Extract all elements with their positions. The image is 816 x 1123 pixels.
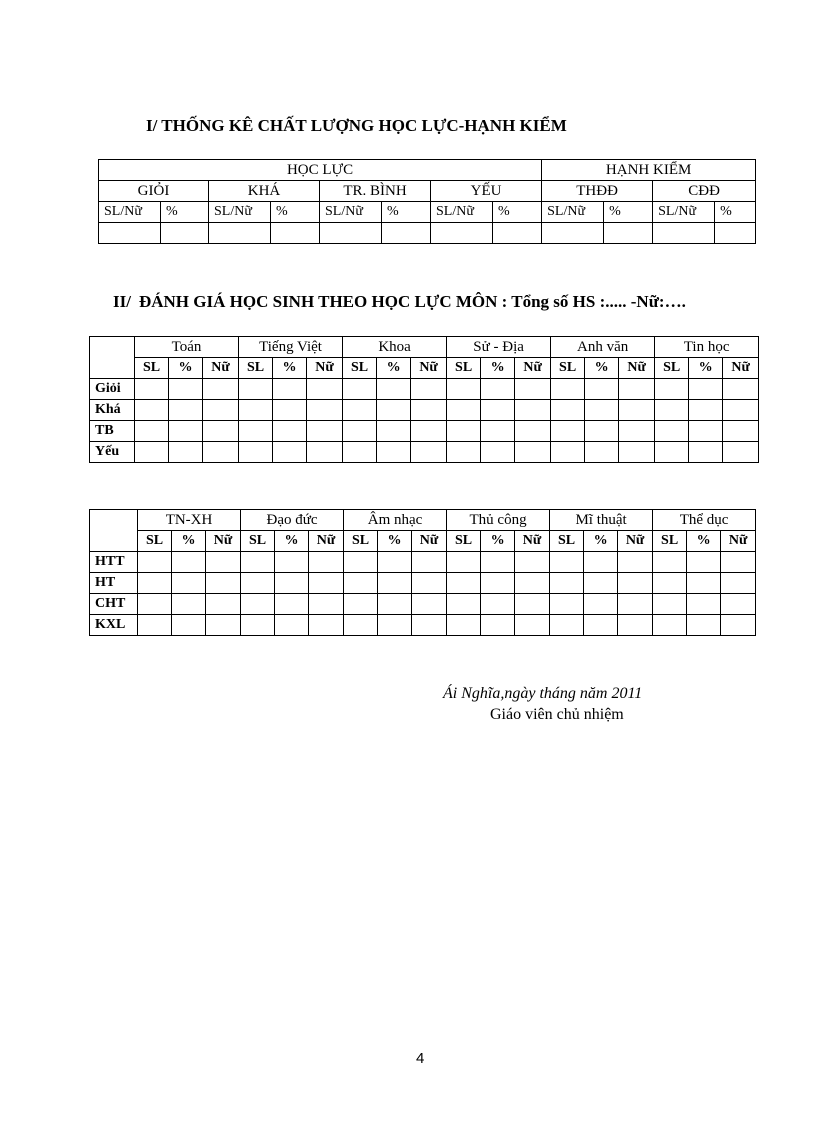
- data-cell[interactable]: [584, 615, 618, 636]
- data-cell[interactable]: [344, 615, 378, 636]
- data-cell[interactable]: [653, 594, 687, 615]
- col-header-sl: SL: [655, 358, 689, 379]
- sub-header-pct: %: [161, 202, 209, 223]
- data-cell[interactable]: [655, 379, 689, 400]
- sub-header-sl: SL/Nữ: [99, 202, 161, 223]
- col-header-nu: Nữ: [723, 358, 759, 379]
- data-cell[interactable]: [343, 442, 377, 463]
- row-label: Giỏi: [90, 379, 135, 400]
- col-header-pct: %: [273, 358, 307, 379]
- corner-cell: [90, 337, 135, 379]
- data-cell[interactable]: [447, 552, 481, 573]
- data-cell[interactable]: [515, 594, 550, 615]
- data-cell[interactable]: [307, 379, 343, 400]
- table-row: [99, 223, 756, 244]
- data-cell[interactable]: [655, 421, 689, 442]
- page-number: 4: [416, 1050, 425, 1067]
- col-header-nu: Nữ: [412, 531, 447, 552]
- col-header-pct: %: [377, 358, 411, 379]
- data-cell[interactable]: [721, 573, 756, 594]
- data-cell[interactable]: [618, 552, 653, 573]
- col-header-nu: Nữ: [309, 531, 344, 552]
- data-cell[interactable]: [550, 552, 584, 573]
- data-cell[interactable]: [447, 615, 481, 636]
- data-cell[interactable]: [307, 400, 343, 421]
- data-cell[interactable]: [687, 573, 721, 594]
- data-cell[interactable]: [307, 421, 343, 442]
- data-cell[interactable]: [584, 594, 618, 615]
- data-cell[interactable]: [481, 594, 515, 615]
- data-cell[interactable]: [687, 594, 721, 615]
- data-cell[interactable]: [412, 594, 447, 615]
- data-cell[interactable]: [551, 442, 585, 463]
- data-cell[interactable]: [618, 594, 653, 615]
- data-cell[interactable]: [239, 442, 273, 463]
- data-cell[interactable]: [653, 223, 715, 244]
- data-cell[interactable]: [241, 552, 275, 573]
- table-row: [90, 552, 756, 573]
- sub-header-pct: %: [382, 202, 431, 223]
- data-cell[interactable]: [585, 400, 619, 421]
- category-header: CĐĐ: [653, 181, 756, 202]
- data-cell[interactable]: [209, 223, 271, 244]
- data-cell[interactable]: [481, 442, 515, 463]
- data-cell[interactable]: [481, 379, 515, 400]
- data-cell[interactable]: [604, 223, 653, 244]
- data-cell[interactable]: [551, 400, 585, 421]
- data-cell[interactable]: [203, 400, 239, 421]
- data-cell[interactable]: [412, 573, 447, 594]
- subject-header: Thể dục: [653, 510, 756, 531]
- table-row: [90, 421, 759, 442]
- data-cell[interactable]: [411, 379, 447, 400]
- data-cell[interactable]: [138, 615, 172, 636]
- data-cell[interactable]: [275, 552, 309, 573]
- data-cell[interactable]: [515, 379, 551, 400]
- subject-header: Anh văn: [551, 337, 655, 358]
- data-cell[interactable]: [241, 594, 275, 615]
- col-header-sl: SL: [447, 531, 481, 552]
- subject-header: Toán: [135, 337, 239, 358]
- data-cell[interactable]: [515, 421, 551, 442]
- data-cell[interactable]: [653, 573, 687, 594]
- data-cell[interactable]: [273, 400, 307, 421]
- data-cell[interactable]: [411, 442, 447, 463]
- subject-header: Sử - Địa: [447, 337, 551, 358]
- data-cell[interactable]: [320, 223, 382, 244]
- data-cell[interactable]: [585, 421, 619, 442]
- data-cell[interactable]: [618, 573, 653, 594]
- col-header-nu: Nữ: [721, 531, 756, 552]
- data-cell[interactable]: [138, 573, 172, 594]
- data-cell[interactable]: [431, 223, 493, 244]
- col-header-sl: SL: [343, 358, 377, 379]
- col-header-pct: %: [584, 531, 618, 552]
- data-cell[interactable]: [447, 421, 481, 442]
- col-header-pct: %: [378, 531, 412, 552]
- data-cell[interactable]: [378, 615, 412, 636]
- col-header-sl: SL: [138, 531, 172, 552]
- col-header-pct: %: [585, 358, 619, 379]
- data-cell[interactable]: [619, 421, 655, 442]
- row-label: HT: [90, 573, 138, 594]
- data-cell[interactable]: [275, 615, 309, 636]
- table-row: [90, 615, 756, 636]
- data-cell[interactable]: [169, 442, 203, 463]
- col-header-nu: Nữ: [618, 531, 653, 552]
- col-header-nu: Nữ: [515, 531, 550, 552]
- signature-role: Giáo viên chủ nhiệm: [490, 706, 624, 723]
- data-cell[interactable]: [689, 379, 723, 400]
- corner-cell: [90, 510, 138, 552]
- data-cell[interactable]: [382, 223, 431, 244]
- subject-header: Khoa: [343, 337, 447, 358]
- data-cell[interactable]: [515, 573, 550, 594]
- data-cell[interactable]: [239, 421, 273, 442]
- data-cell[interactable]: [273, 379, 307, 400]
- data-cell[interactable]: [515, 442, 551, 463]
- data-cell[interactable]: [343, 400, 377, 421]
- data-cell[interactable]: [723, 442, 759, 463]
- data-cell[interactable]: [135, 379, 169, 400]
- data-cell[interactable]: [550, 573, 584, 594]
- data-cell[interactable]: [551, 379, 585, 400]
- data-cell[interactable]: [585, 379, 619, 400]
- data-cell[interactable]: [585, 442, 619, 463]
- sub-header-sl: SL/Nữ: [209, 202, 271, 223]
- col-header-pct: %: [169, 358, 203, 379]
- subject-header: TN-XH: [138, 510, 241, 531]
- subject-header: Đạo đức: [241, 510, 344, 531]
- data-cell[interactable]: [515, 615, 550, 636]
- col-header-sl: SL: [239, 358, 273, 379]
- subject-assessment-table: [89, 509, 756, 636]
- col-header-pct: %: [275, 531, 309, 552]
- data-cell[interactable]: [377, 400, 411, 421]
- section2-title-text: ĐÁNH GIÁ HỌC SINH THEO HỌC LỰC MÔN : Tổng số HS :..... -Nữ:….: [138, 292, 686, 311]
- subject-header: Thủ công: [447, 510, 550, 531]
- col-header-sl: SL: [344, 531, 378, 552]
- data-cell[interactable]: [411, 421, 447, 442]
- data-cell[interactable]: [172, 615, 206, 636]
- data-cell[interactable]: [271, 223, 320, 244]
- data-cell[interactable]: [203, 421, 239, 442]
- table-row: [90, 594, 756, 615]
- col-header-pct: %: [481, 531, 515, 552]
- category-header: TR. BÌNH: [320, 181, 431, 202]
- data-cell[interactable]: [309, 615, 344, 636]
- category-header: THĐĐ: [542, 181, 653, 202]
- subject-header: Âm nhạc: [344, 510, 447, 531]
- subject-header: Tin học: [655, 337, 759, 358]
- group-hanh-kiem: HẠNH KIỂM: [542, 160, 756, 181]
- data-cell[interactable]: [273, 421, 307, 442]
- data-cell[interactable]: [273, 442, 307, 463]
- data-cell[interactable]: [206, 573, 241, 594]
- col-header-sl: SL: [550, 531, 584, 552]
- data-cell[interactable]: [377, 442, 411, 463]
- data-cell[interactable]: [378, 573, 412, 594]
- data-cell[interactable]: [343, 421, 377, 442]
- data-cell[interactable]: [447, 573, 481, 594]
- col-header-sl: SL: [447, 358, 481, 379]
- sub-header-pct: %: [271, 202, 320, 223]
- data-cell[interactable]: [655, 442, 689, 463]
- col-header-nu: Nữ: [307, 358, 343, 379]
- data-cell[interactable]: [447, 594, 481, 615]
- data-cell[interactable]: [447, 400, 481, 421]
- data-cell[interactable]: [206, 594, 241, 615]
- data-cell[interactable]: [723, 379, 759, 400]
- data-cell[interactable]: [309, 573, 344, 594]
- sub-header-pct: %: [715, 202, 756, 223]
- col-header-pct: %: [687, 531, 721, 552]
- row-label: Khá: [90, 400, 135, 421]
- data-cell[interactable]: [203, 442, 239, 463]
- subject-header: Mĩ thuật: [550, 510, 653, 531]
- data-cell[interactable]: [481, 615, 515, 636]
- data-cell[interactable]: [689, 442, 723, 463]
- data-cell[interactable]: [275, 594, 309, 615]
- data-cell[interactable]: [161, 223, 209, 244]
- col-header-pct: %: [481, 358, 515, 379]
- sub-header-pct: %: [604, 202, 653, 223]
- data-cell[interactable]: [241, 573, 275, 594]
- data-cell[interactable]: [344, 552, 378, 573]
- data-cell[interactable]: [239, 379, 273, 400]
- subject-evaluation-table: [89, 336, 759, 463]
- data-cell[interactable]: [203, 379, 239, 400]
- data-cell[interactable]: [344, 573, 378, 594]
- data-cell[interactable]: [481, 421, 515, 442]
- data-cell[interactable]: [172, 552, 206, 573]
- data-cell[interactable]: [412, 615, 447, 636]
- data-cell[interactable]: [687, 615, 721, 636]
- data-cell[interactable]: [619, 400, 655, 421]
- data-cell[interactable]: [138, 552, 172, 573]
- row-label: Yếu: [90, 442, 135, 463]
- col-header-nu: Nữ: [203, 358, 239, 379]
- group-hoc-luc: HỌC LỰC: [99, 160, 542, 181]
- data-cell[interactable]: [550, 594, 584, 615]
- data-cell[interactable]: [619, 442, 655, 463]
- data-cell[interactable]: [411, 400, 447, 421]
- data-cell[interactable]: [447, 442, 481, 463]
- data-cell[interactable]: [550, 615, 584, 636]
- col-header-pct: %: [172, 531, 206, 552]
- data-cell[interactable]: [493, 223, 542, 244]
- data-cell[interactable]: [169, 421, 203, 442]
- subject-header: Tiếng Việt: [239, 337, 343, 358]
- data-cell[interactable]: [172, 594, 206, 615]
- conduct-statistics-table: [98, 159, 756, 244]
- col-header-sl: SL: [551, 358, 585, 379]
- sub-header-pct: %: [493, 202, 542, 223]
- col-header-nu: Nữ: [206, 531, 241, 552]
- data-cell[interactable]: [344, 594, 378, 615]
- data-cell[interactable]: [377, 421, 411, 442]
- data-cell[interactable]: [241, 615, 275, 636]
- category-header: GIỎI: [99, 181, 209, 202]
- category-header: KHÁ: [209, 181, 320, 202]
- data-cell[interactable]: [653, 615, 687, 636]
- data-cell[interactable]: [239, 400, 273, 421]
- col-header-nu: Nữ: [515, 358, 551, 379]
- data-cell[interactable]: [653, 552, 687, 573]
- row-label: TB: [90, 421, 135, 442]
- data-cell[interactable]: [138, 594, 172, 615]
- sub-header-sl: SL/Nữ: [542, 202, 604, 223]
- data-cell[interactable]: [618, 615, 653, 636]
- data-cell[interactable]: [275, 573, 309, 594]
- col-header-pct: %: [689, 358, 723, 379]
- col-header-sl: SL: [241, 531, 275, 552]
- data-cell[interactable]: [715, 223, 756, 244]
- section1-title: I/ THỐNG KÊ CHẤT LƯỢNG HỌC LỰC-HẠNH KIỂM: [146, 116, 567, 135]
- data-cell[interactable]: [584, 552, 618, 573]
- category-header: YẾU: [431, 181, 542, 202]
- data-cell[interactable]: [309, 594, 344, 615]
- data-cell[interactable]: [619, 379, 655, 400]
- data-cell[interactable]: [172, 573, 206, 594]
- row-label: KXL: [90, 615, 138, 636]
- row-label: HTT: [90, 552, 138, 573]
- row-label: CHT: [90, 594, 138, 615]
- data-cell[interactable]: [307, 442, 343, 463]
- col-header-nu: Nữ: [411, 358, 447, 379]
- col-header-sl: SL: [135, 358, 169, 379]
- sub-header-sl: SL/Nữ: [431, 202, 493, 223]
- data-cell[interactable]: [412, 552, 447, 573]
- data-cell[interactable]: [721, 552, 756, 573]
- data-cell[interactable]: [135, 421, 169, 442]
- data-cell[interactable]: [723, 421, 759, 442]
- data-cell[interactable]: [378, 594, 412, 615]
- col-header-sl: SL: [653, 531, 687, 552]
- data-cell[interactable]: [689, 400, 723, 421]
- data-cell[interactable]: [206, 615, 241, 636]
- sub-header-sl: SL/Nữ: [653, 202, 715, 223]
- data-cell[interactable]: [687, 552, 721, 573]
- data-cell[interactable]: [343, 379, 377, 400]
- data-cell[interactable]: [655, 400, 689, 421]
- section2-title: [113, 292, 686, 312]
- data-cell[interactable]: [481, 552, 515, 573]
- data-cell[interactable]: [721, 594, 756, 615]
- data-cell[interactable]: [169, 379, 203, 400]
- data-cell[interactable]: [447, 379, 481, 400]
- data-cell[interactable]: [99, 223, 161, 244]
- data-cell[interactable]: [377, 379, 411, 400]
- signature-date-line: Ái Nghĩa,ngày tháng năm 2011: [443, 685, 643, 702]
- data-cell[interactable]: [481, 573, 515, 594]
- data-cell[interactable]: [515, 552, 550, 573]
- data-cell[interactable]: [689, 421, 723, 442]
- table-row: [90, 573, 756, 594]
- table-row: [90, 379, 759, 400]
- data-cell[interactable]: [723, 400, 759, 421]
- data-cell[interactable]: [169, 400, 203, 421]
- data-cell[interactable]: [309, 552, 344, 573]
- data-cell[interactable]: [135, 400, 169, 421]
- data-cell[interactable]: [206, 552, 241, 573]
- sub-header-sl: SL/Nữ: [320, 202, 382, 223]
- data-cell[interactable]: [515, 400, 551, 421]
- data-cell[interactable]: [542, 223, 604, 244]
- col-header-nu: Nữ: [619, 358, 655, 379]
- data-cell[interactable]: [551, 421, 585, 442]
- section2-roman: II/: [113, 292, 131, 311]
- table-row: [90, 400, 759, 421]
- data-cell[interactable]: [135, 442, 169, 463]
- table-row: [90, 442, 759, 463]
- data-cell[interactable]: [378, 552, 412, 573]
- data-cell[interactable]: [481, 400, 515, 421]
- data-cell[interactable]: [721, 615, 756, 636]
- data-cell[interactable]: [584, 573, 618, 594]
